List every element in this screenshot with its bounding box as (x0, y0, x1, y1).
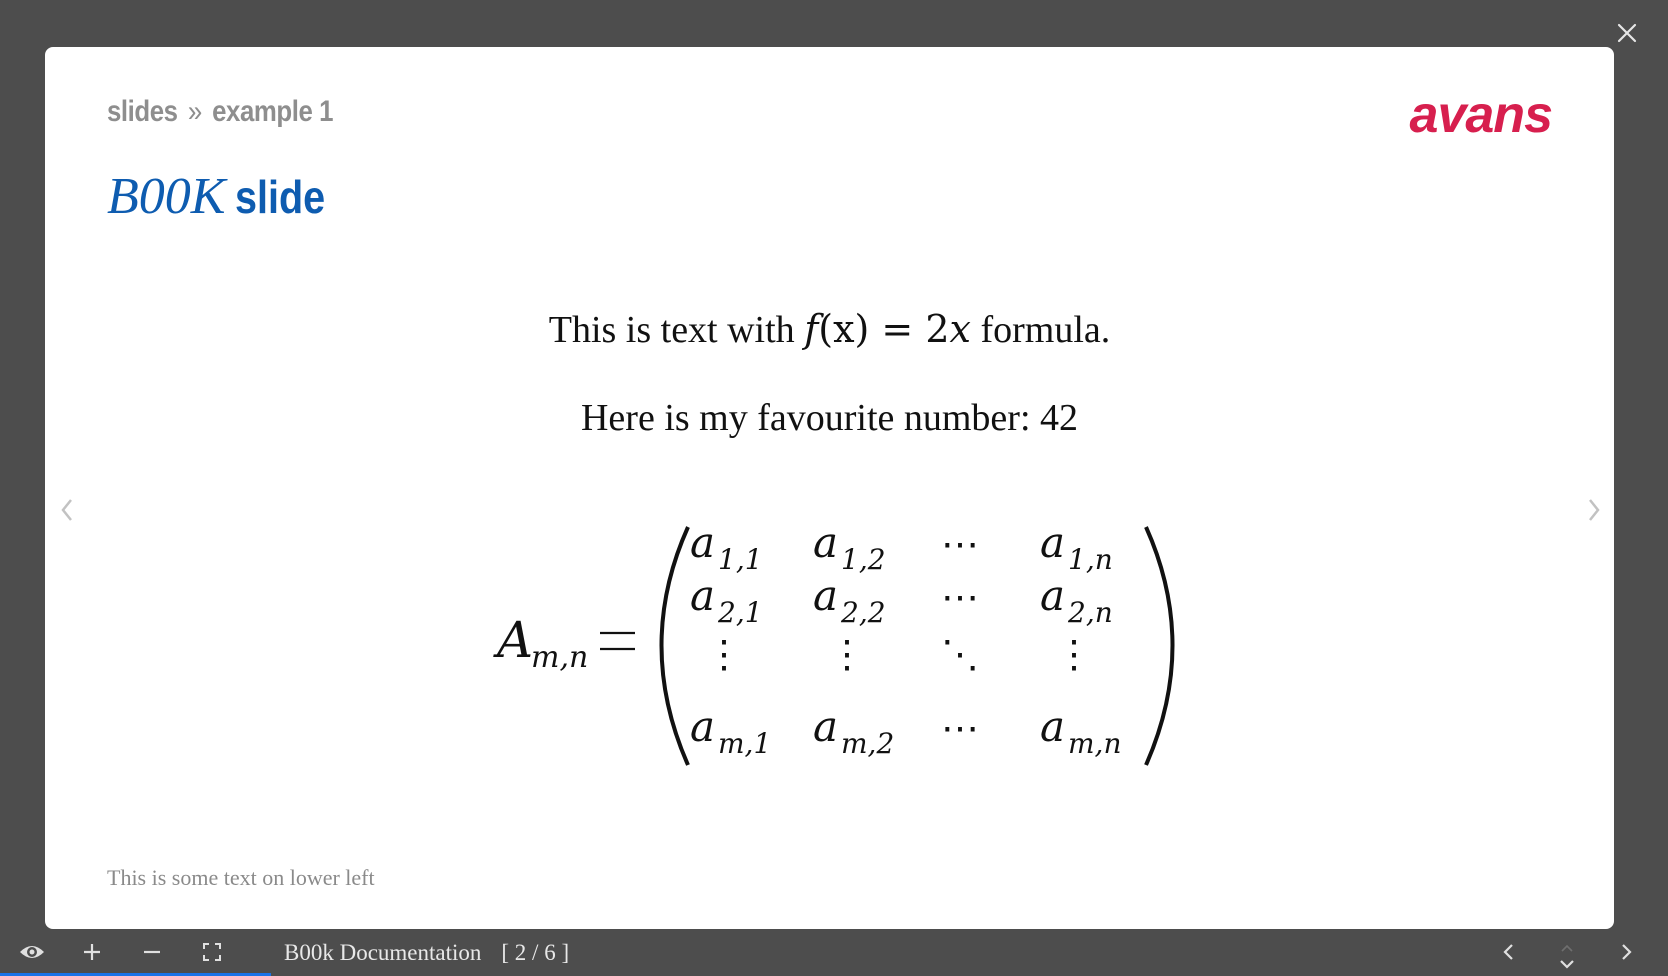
matrix-cell-subscript: m,n (1068, 727, 1122, 760)
bottom-toolbar (0, 929, 1668, 976)
fullscreen-button[interactable] (197, 937, 227, 967)
zoom-in-button[interactable] (77, 937, 107, 967)
matrix-cell-base: a (690, 702, 716, 751)
book-logo-text: B00K (107, 168, 226, 225)
slide-title-word: slide (235, 171, 326, 223)
matrix-cell-subscript: m,2 (841, 727, 895, 760)
line1-prefix: This is text with (548, 309, 795, 351)
matrix-dots: ⋯ (941, 706, 979, 750)
left-paren (662, 527, 689, 765)
plus-icon (82, 942, 102, 962)
matrix-dots: ⋮ (705, 632, 743, 676)
matrix-dots: ⋱ (941, 632, 979, 676)
close-icon (1617, 23, 1637, 43)
matrix-cell-base: a (813, 518, 839, 567)
matrix-cell-subscript: 2,n (1068, 596, 1113, 629)
chevron-left-icon (59, 497, 75, 523)
breadcrumb-parent[interactable]: slides (107, 95, 178, 128)
matrix-cell-base: a (1040, 702, 1066, 751)
matrix-cell (690, 702, 771, 760)
next-slide-button[interactable] (1579, 492, 1609, 528)
matrix-lhs: A (497, 611, 534, 669)
eye-icon (18, 942, 46, 962)
matrix-formula (497, 517, 1245, 797)
matrix-cell (1040, 571, 1113, 629)
matrix-cell-subscript: 1,2 (841, 543, 886, 576)
matrix-cell-base: a (813, 571, 839, 620)
toolbar-down-button[interactable] (1552, 949, 1582, 976)
minus-icon (142, 942, 162, 962)
breadcrumb-separator: » (187, 95, 202, 128)
matrix-cell-base: a (1040, 518, 1066, 567)
matrix-dots: ⋯ (941, 522, 979, 566)
matrix-cell (1040, 518, 1113, 576)
slide-canvas (45, 47, 1614, 929)
zoom-out-button[interactable] (137, 937, 167, 967)
page-indicator: [ 2 / 6 ] (501, 940, 570, 965)
matrix-cell-base: a (690, 571, 716, 620)
lower-left-note: This is some text on lower left (107, 865, 375, 890)
view-toggle-button[interactable] (17, 937, 47, 967)
matrix-dots: ⋯ (941, 575, 979, 619)
matrix-lhs-subscript: m,n (531, 640, 589, 675)
document-title (284, 940, 569, 966)
matrix-cell (1040, 702, 1121, 760)
matrix-cell (813, 518, 886, 576)
matrix-svg (497, 517, 1245, 797)
formula-args: (x) = 2 (818, 307, 950, 351)
line1-suffix: formula. (980, 309, 1111, 351)
matrix-dots: ⋮ (1055, 632, 1093, 676)
fullscreen-icon (202, 942, 222, 962)
matrix-cell-subscript: 1,n (1068, 543, 1113, 576)
chevron-left-icon (1501, 942, 1515, 962)
breadcrumb-current: example 1 (212, 95, 334, 128)
formula-x: x (949, 307, 971, 351)
right-paren (1146, 527, 1173, 765)
formula-f: f (804, 307, 819, 351)
document-title-text: B00k Documentation (284, 940, 482, 965)
matrix-cell-base: a (1040, 571, 1066, 620)
formula-text-line (45, 307, 1614, 352)
matrix-cell-base: a (813, 702, 839, 751)
matrix-cell (690, 571, 763, 629)
matrix-cell-base: a (690, 518, 716, 567)
prev-slide-button[interactable] (52, 492, 82, 528)
slide-title (107, 167, 340, 226)
matrix-cell (813, 571, 886, 629)
toolbar-prev-button[interactable] (1493, 937, 1523, 967)
matrix-cell-subscript: 2,1 (718, 596, 763, 629)
matrix-cell (690, 518, 763, 576)
avans-logo: avans (1409, 86, 1552, 144)
close-button[interactable] (1612, 18, 1642, 48)
equals-sign (600, 633, 635, 649)
breadcrumb (107, 95, 333, 129)
chevron-right-icon (1620, 942, 1634, 962)
chevron-down-icon (1558, 958, 1576, 970)
favourite-number-line: Here is my favourite number: 42 (580, 397, 1079, 439)
matrix-dots: ⋮ (828, 632, 866, 676)
matrix-cell (813, 702, 894, 760)
toolbar-next-button[interactable] (1612, 937, 1642, 967)
matrix-cell-subscript: m,1 (718, 727, 772, 760)
matrix-cell-subscript: 1,1 (718, 543, 763, 576)
matrix-cell-subscript: 2,2 (841, 596, 886, 629)
chevron-right-icon (1586, 497, 1602, 523)
